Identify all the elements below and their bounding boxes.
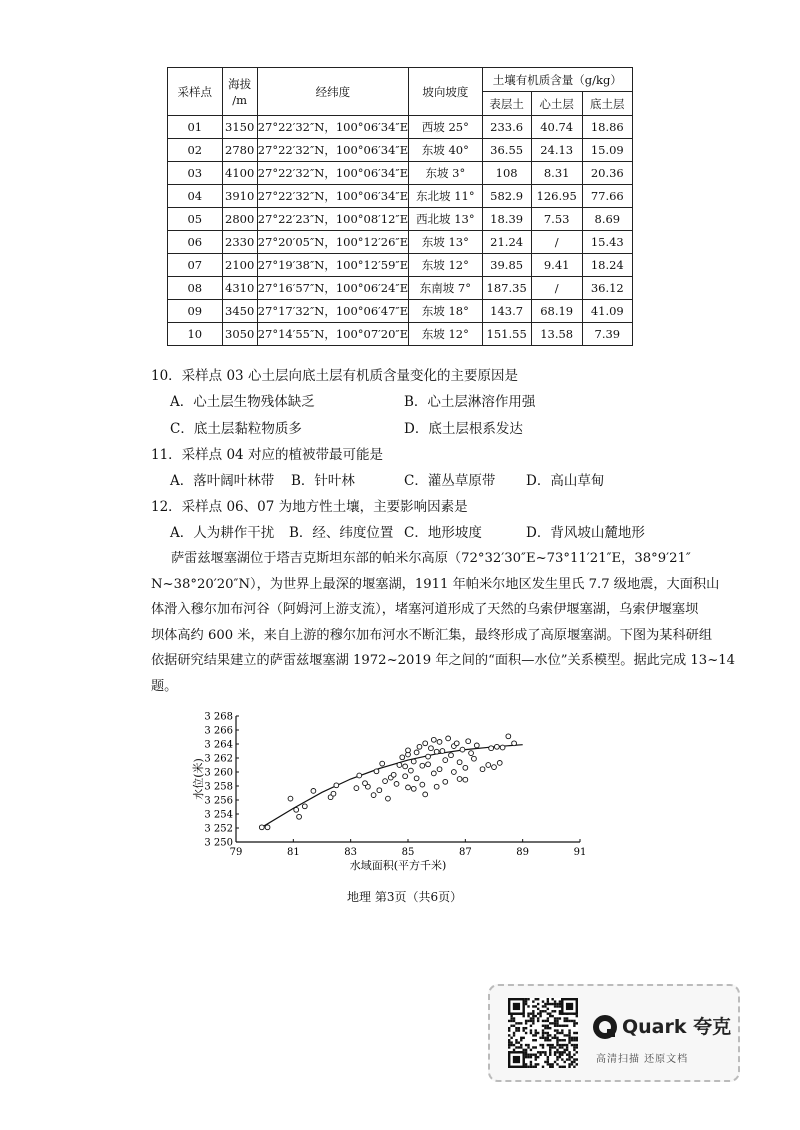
- y-tick-label: 3 252: [204, 823, 233, 835]
- table-cell: 东坡 40°: [409, 139, 483, 162]
- table-cell: 27°22′32″N，100°06′34″E: [257, 116, 408, 139]
- data-point: [411, 786, 416, 791]
- passage-line: 题。: [151, 678, 178, 694]
- data-point: [417, 744, 422, 749]
- y-tick-label: 3 260: [204, 767, 233, 779]
- data-point: [408, 768, 413, 773]
- data-point: [297, 814, 302, 819]
- q12-option-c: C．地形坡度: [404, 525, 482, 541]
- table-cell: 3910: [222, 185, 257, 208]
- data-point: [397, 763, 402, 768]
- data-point: [466, 739, 471, 744]
- q12-option-b: B．经、纬度位置: [289, 525, 394, 541]
- table-cell: 18.86: [582, 116, 632, 139]
- table-cell: 24.13: [531, 139, 582, 162]
- q11-option-a: A．落叶阔叶林带: [170, 473, 275, 489]
- table-cell: 3450: [222, 300, 257, 323]
- data-point: [512, 741, 517, 746]
- passage-line: 依据研究结果建立的萨雷兹堰塞湖 1972~2019 年之间的“面积—水位”关系模型。据此完成 13~14: [151, 653, 736, 668]
- table-row: [168, 116, 633, 139]
- table-cell: 27°22′23″N，100°08′12″E: [257, 208, 408, 231]
- data-point: [302, 804, 307, 809]
- table-cell: 08: [168, 277, 223, 300]
- y-tick-label: 3 250: [204, 837, 233, 849]
- table-cell: 27°17′32″N，100°06′47″E: [257, 300, 408, 323]
- table-cell: 36.55: [482, 139, 531, 162]
- data-point: [414, 750, 419, 755]
- area-water-level-chart: [192, 708, 596, 878]
- table-cell: 108: [482, 162, 531, 185]
- table-row: [168, 231, 633, 254]
- q10-option-a: A．心土层生物残体缺乏: [170, 394, 315, 410]
- data-point: [451, 770, 456, 775]
- data-point: [357, 773, 362, 778]
- table-cell: 8.69: [582, 208, 632, 231]
- table-cell: 77.66: [582, 185, 632, 208]
- data-point: [406, 748, 411, 753]
- data-point: [431, 737, 436, 742]
- quark-scan-badge: [488, 984, 740, 1082]
- q12-option-a: A．人为耕作干扰: [170, 525, 275, 541]
- table-cell: 151.55: [482, 323, 531, 346]
- data-point: [363, 781, 368, 786]
- y-tick-label: 3 262: [204, 753, 233, 765]
- table-cell: 2780: [222, 139, 257, 162]
- table-cell: 21.24: [482, 231, 531, 254]
- quark-brand-text: Quark 夸克: [622, 1016, 732, 1038]
- table-cell: 41.09: [582, 300, 632, 323]
- table-row: [168, 185, 633, 208]
- table-cell: 20.36: [582, 162, 632, 185]
- data-point: [374, 769, 379, 774]
- y-tick-label: 3 254: [204, 809, 233, 821]
- data-point: [334, 783, 339, 788]
- table-cell: 东坡 12°: [409, 323, 483, 346]
- q12-stem: 12．采样点 06、07 为地方性土壤，主要影响因素是: [151, 499, 468, 515]
- data-point: [454, 741, 459, 746]
- x-axis-label: 水域面积(平方千米): [349, 859, 447, 872]
- table-cell: 东北坡 11°: [409, 185, 483, 208]
- data-point: [265, 825, 270, 830]
- q12-option-d: D．背风坡山麓地形: [526, 525, 645, 541]
- data-point: [400, 755, 405, 760]
- table-cell: 4310: [222, 277, 257, 300]
- table-cell: 01: [168, 116, 223, 139]
- data-point: [449, 753, 454, 758]
- data-point: [386, 796, 391, 801]
- table-cell: 126.95: [531, 185, 582, 208]
- table-cell: 27°22′32″N，100°06′34″E: [257, 162, 408, 185]
- table-cell: 233.6: [482, 116, 531, 139]
- table-cell: /: [531, 277, 582, 300]
- passage: [151, 546, 736, 699]
- header-site: 采样点: [168, 68, 223, 116]
- soil-organic-table: [167, 67, 633, 346]
- data-point: [394, 782, 399, 787]
- table-cell: 2100: [222, 254, 257, 277]
- table-cell: 07: [168, 254, 223, 277]
- y-tick-label: 3 266: [204, 725, 233, 737]
- table-cell: 7.53: [531, 208, 582, 231]
- table-cell: 3150: [222, 116, 257, 139]
- data-point: [434, 749, 439, 754]
- data-point: [463, 777, 468, 782]
- passage-line: 萨雷兹堰塞湖位于塔吉克斯坦东部的帕米尔高原（72°32′30″E~73°11′21″E，38°9′21″: [171, 551, 691, 566]
- table-body: [168, 116, 633, 346]
- data-point: [429, 746, 434, 751]
- table-cell: 06: [168, 231, 223, 254]
- data-point: [492, 765, 497, 770]
- q10-option-c: C．底土层黏粒物质多: [170, 421, 302, 437]
- data-point: [486, 763, 491, 768]
- table-cell: 27°22′32″N，100°06′34″E: [257, 139, 408, 162]
- data-point: [294, 807, 299, 812]
- table-cell: 西北坡 13°: [409, 208, 483, 231]
- table-cell: 18.24: [582, 254, 632, 277]
- data-point: [403, 774, 408, 779]
- data-point: [446, 736, 451, 741]
- quark-slogan: 高清扫描 还原文档: [596, 1054, 689, 1065]
- data-point: [411, 759, 416, 764]
- table-row: [168, 323, 633, 346]
- table-row: [168, 254, 633, 277]
- q11-option-b: B．针叶林: [291, 473, 355, 489]
- q11-option-d: D．高山草甸: [526, 473, 605, 489]
- data-point: [500, 745, 505, 750]
- x-tick-label: 85: [401, 847, 415, 858]
- data-point: [406, 785, 411, 790]
- data-point: [497, 761, 502, 766]
- header-bottom: 底土层: [582, 92, 632, 116]
- table-cell: 西坡 25°: [409, 116, 483, 139]
- table-cell: 143.7: [482, 300, 531, 323]
- table-cell: 东南坡 7°: [409, 277, 483, 300]
- data-point: [380, 761, 385, 766]
- quark-logo-icon: [592, 1014, 618, 1040]
- data-point: [494, 744, 499, 749]
- table-cell: 03: [168, 162, 223, 185]
- table-row: [168, 208, 633, 231]
- data-point: [371, 793, 376, 798]
- data-point: [480, 767, 485, 772]
- table-cell: 9.41: [531, 254, 582, 277]
- data-point: [443, 779, 448, 784]
- passage-line: N~38°20′20″N），为世界上最深的堰塞湖，1911 年帕米尔地区发生里氏 7.7 级地震，大面积山: [151, 576, 720, 592]
- header-slope: 坡向坡度: [409, 68, 483, 116]
- q11-stem: 11．采样点 04 对应的植被带最可能是: [151, 447, 383, 463]
- data-point: [288, 796, 293, 801]
- data-point: [489, 746, 494, 751]
- table-cell: 8.31: [531, 162, 582, 185]
- table-cell: 27°16′57″N，100°06′24″E: [257, 277, 408, 300]
- x-tick-label: 87: [458, 847, 472, 858]
- data-point: [437, 767, 442, 772]
- data-point: [469, 751, 474, 756]
- qr-code-icon: [508, 998, 578, 1068]
- q10-stem: 10．采样点 03 心土层向底土层有机质含量变化的主要原因是: [151, 368, 518, 384]
- data-point: [403, 764, 408, 769]
- table-cell: 05: [168, 208, 223, 231]
- data-point: [354, 786, 359, 791]
- table-row: [168, 300, 633, 323]
- passage-line: 坝体高约 600 米，来自上游的穆尔加布河水不断汇集，最终形成了高原堰塞湖。下图为某科研组: [151, 627, 713, 643]
- data-point: [426, 762, 431, 767]
- data-point: [391, 772, 396, 777]
- table-cell: 27°14′55″N，100°07′20″E: [257, 323, 408, 346]
- data-point: [420, 782, 425, 787]
- q10-option-d: D．底土层根系发达: [404, 421, 523, 437]
- data-point: [383, 779, 388, 784]
- data-point: [440, 749, 445, 754]
- header-coords: 经纬度: [257, 68, 408, 116]
- table-cell: 东坡 18°: [409, 300, 483, 323]
- page-footer: 地理 第3页（共6页）: [347, 890, 463, 904]
- table-cell: 02: [168, 139, 223, 162]
- table-cell: 2330: [222, 231, 257, 254]
- passage-line: 体滑入穆尔加布河谷（阿姆河上游支流），堵塞河道形成了天然的乌索伊堰塞湖，乌索伊堰塞坝: [151, 602, 699, 617]
- data-point: [506, 734, 511, 739]
- header-surface: 表层土: [482, 92, 531, 116]
- table-cell: 2800: [222, 208, 257, 231]
- header-altitude: 海拔 /m: [222, 68, 257, 116]
- x-tick-label: 79: [229, 847, 243, 858]
- q10-option-b: B．心土层淋溶作用强: [404, 394, 536, 410]
- table-cell: 4100: [222, 162, 257, 185]
- table-cell: 39.85: [482, 254, 531, 277]
- table-cell: 15.43: [582, 231, 632, 254]
- data-point: [311, 789, 316, 794]
- y-tick-label: 3 256: [204, 795, 233, 807]
- table-row: [168, 162, 633, 185]
- data-point: [420, 763, 425, 768]
- data-point: [457, 760, 462, 765]
- table-cell: 36.12: [582, 277, 632, 300]
- x-tick-label: 81: [286, 847, 300, 858]
- data-point: [457, 777, 462, 782]
- x-tick-label: 91: [573, 847, 587, 858]
- table-cell: 7.39: [582, 323, 632, 346]
- table-row: [168, 139, 633, 162]
- data-point: [423, 792, 428, 797]
- data-point: [259, 825, 264, 830]
- table-cell: 04: [168, 185, 223, 208]
- y-axis-label: 水位(米): [192, 758, 205, 800]
- y-tick-label: 3 258: [204, 781, 233, 793]
- header-subsoil: 心土层: [531, 92, 582, 116]
- table-cell: 东坡 12°: [409, 254, 483, 277]
- table-cell: 10: [168, 323, 223, 346]
- table-row: [168, 277, 633, 300]
- data-point: [423, 741, 428, 746]
- table-cell: 68.19: [531, 300, 582, 323]
- header-organic: 土壤有机质含量（g/kg）: [482, 68, 632, 92]
- table-cell: 27°20′05″N，100°12′26″E: [257, 231, 408, 254]
- y-tick-label: 3 268: [204, 711, 233, 723]
- data-point: [377, 788, 382, 793]
- data-point: [474, 743, 479, 748]
- data-point: [460, 747, 465, 752]
- table-cell: 09: [168, 300, 223, 323]
- table-cell: 187.35: [482, 277, 531, 300]
- data-point: [434, 784, 439, 789]
- data-point: [437, 740, 442, 745]
- x-tick-label: 89: [516, 847, 530, 858]
- data-point: [414, 776, 419, 781]
- data-point: [472, 756, 477, 761]
- table-cell: 40.74: [531, 116, 582, 139]
- table-cell: 18.39: [482, 208, 531, 231]
- data-point: [443, 758, 448, 763]
- data-point: [431, 771, 436, 776]
- table-cell: 582.9: [482, 185, 531, 208]
- table-cell: 东坡 3°: [409, 162, 483, 185]
- table-cell: 13.58: [531, 323, 582, 346]
- y-tick-label: 3 264: [204, 739, 233, 751]
- table-cell: 27°19′38″N，100°12′59″E: [257, 254, 408, 277]
- table-cell: 27°22′32″N，100°06′34″E: [257, 185, 408, 208]
- table-cell: 东坡 13°: [409, 231, 483, 254]
- table-cell: /: [531, 231, 582, 254]
- q11-option-c: C．灌丛草原带: [404, 473, 496, 489]
- data-point: [426, 754, 431, 759]
- data-point: [463, 765, 468, 770]
- table-cell: 3050: [222, 323, 257, 346]
- table-cell: 15.09: [582, 139, 632, 162]
- data-point: [331, 791, 336, 796]
- x-tick-label: 83: [344, 847, 358, 858]
